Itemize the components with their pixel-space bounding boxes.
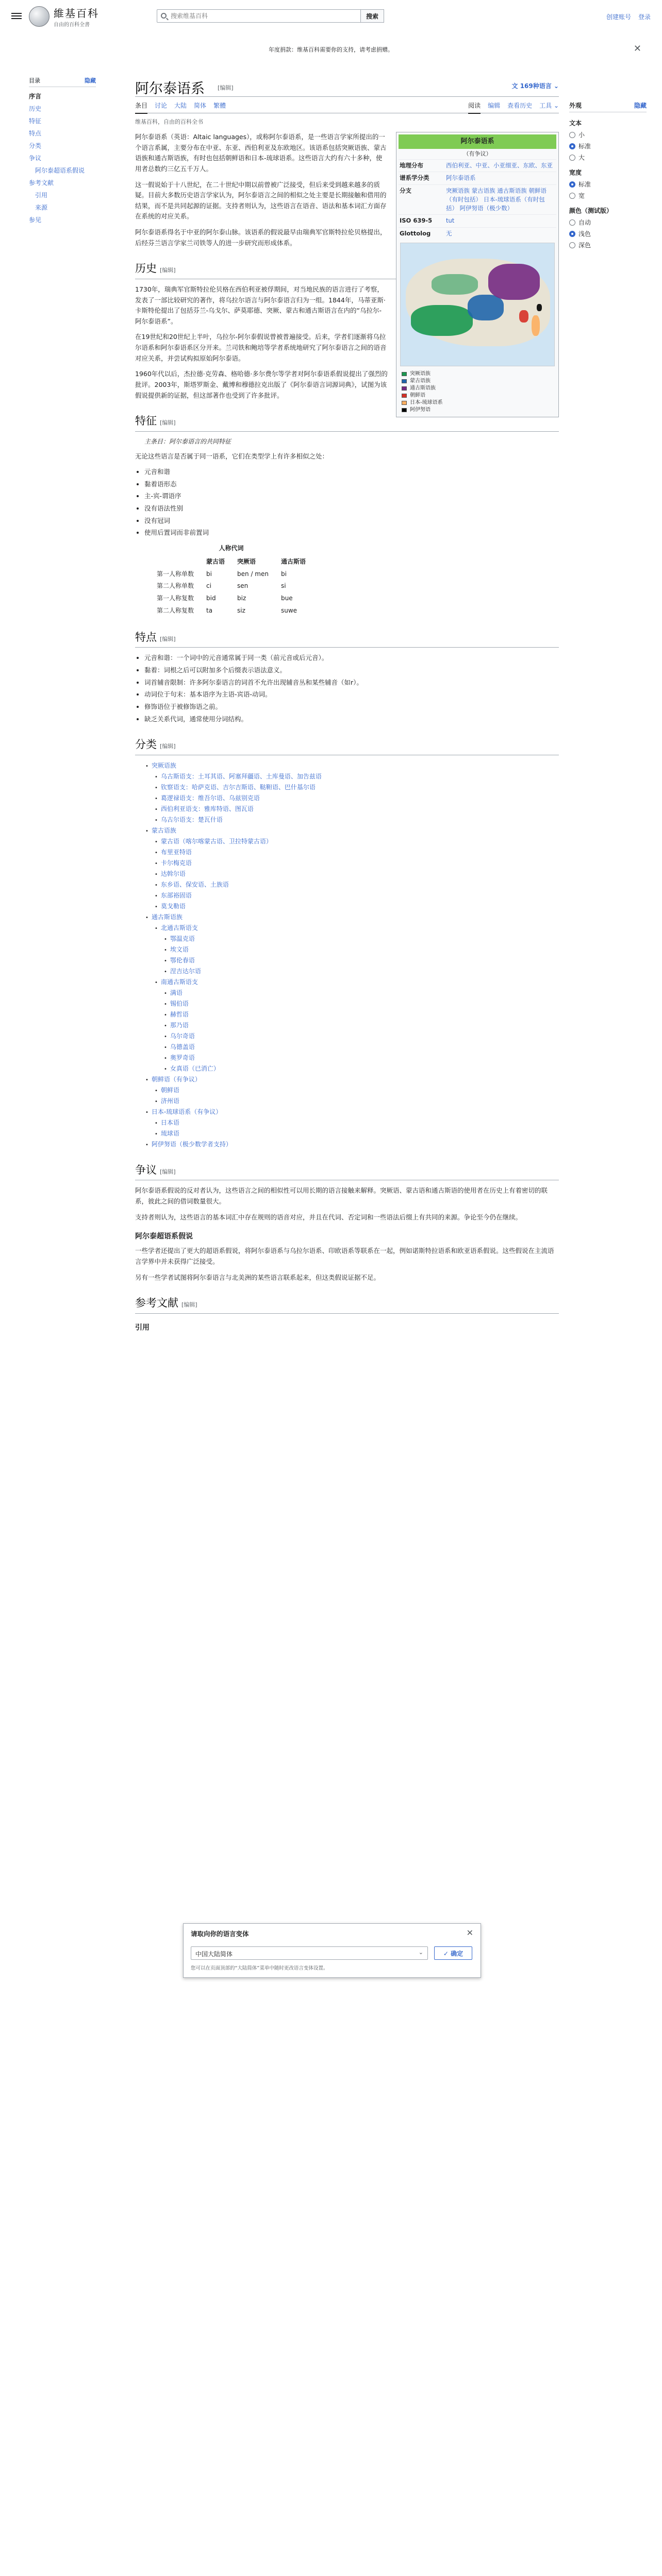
history-paragraph-2: 在19世纪和20世纪上半叶，乌拉尔-阿尔泰假说曾被普遍接受。后来，学者们逐渐将乌拉尔语系和阿尔泰语系区分开来。兰司铁和鲍培等学者系统地研究了阿尔泰语言之间的语音对应关系，并尝试构拟原始阿尔泰语。 — [135, 333, 387, 362]
legend-label: 日本-琉球语系 — [410, 399, 443, 405]
radio-button[interactable] — [569, 193, 575, 199]
features-list — [144, 467, 559, 538]
radio-button[interactable] — [569, 219, 575, 226]
infobox-rows — [399, 159, 556, 240]
tree-node[interactable]: • 鄂伦春语 — [140, 955, 559, 966]
table-header — [151, 556, 200, 568]
appearance-hide-button[interactable]: 隐藏 — [634, 102, 647, 109]
features-intro: 无论这些语言是否属于同一语系，它们在类型学上有许多相似之处： — [135, 452, 329, 460]
tree-node[interactable]: • 莫戈勒语 — [140, 901, 559, 912]
color-label: 颜色（测试版） — [569, 207, 613, 214]
table-cell: bue — [281, 595, 293, 602]
table-cell: bi — [206, 570, 212, 578]
edit-section-link[interactable]: [编辑] — [160, 419, 176, 427]
subsection-macro-family — [135, 1231, 559, 1243]
site-logo[interactable] — [29, 5, 99, 28]
section-traits-title: 特点 — [135, 631, 157, 643]
legend-swatch — [402, 401, 407, 405]
intro-paragraph-1: 阿尔泰语系（英语：Altaic languages），或称阿尔泰语系，是一些语言学家所提出的一个语言系属，主要分布在中亚、东亚、西伯利亚及东欧地区。该语系包括突厥语族、蒙古语族和通古斯语族，有时也包括朝鲜语和日本-琉球语系。这些语言大约有六十多种，使用者总数约三亿五千万人。 — [135, 133, 387, 173]
edit-section-link[interactable]: [编辑] — [160, 743, 176, 750]
table-header: 通古斯语 — [281, 557, 306, 565]
tree-node[interactable]: • 布里亚特语 — [140, 847, 559, 858]
radio-label: 标准 — [578, 143, 591, 150]
table-cell: 第一人称单数 — [157, 570, 194, 578]
logo-subtitle: 自由的百科全書 — [54, 22, 90, 28]
list-item: • 主-宾-谓语序 — [144, 491, 559, 502]
pronoun-table-caption: 人称代词 — [219, 544, 244, 552]
infobox-value[interactable]: 突厥语族 蒙古语族 通古斯语族 朝鲜语（有时包括） 日本-琉球语系（有时包括） 阿伊努语（极少数） — [446, 187, 547, 212]
wikipedia-globe-icon — [29, 6, 49, 27]
table-row — [151, 592, 312, 605]
radio-label: 浅色 — [578, 230, 591, 238]
width-options — [569, 180, 647, 200]
infobox-label: Glottolog — [400, 229, 431, 237]
tree-node[interactable]: • 日本语 — [140, 1117, 559, 1128]
table-cell: ci — [206, 582, 211, 590]
tree-node[interactable]: • 突厥语族 — [140, 760, 559, 771]
title-row — [135, 76, 559, 97]
section-traits — [135, 629, 559, 648]
section-features-title: 特征 — [135, 415, 157, 428]
tree-node[interactable]: • 东乡语、保安语、土族语 — [140, 879, 559, 890]
search-input[interactable] — [157, 9, 361, 23]
tree-node[interactable]: • 那乃语 — [140, 1020, 559, 1031]
tree-node[interactable]: • 乌德盖语 — [140, 1042, 559, 1053]
section-references-title: 参考文献 — [135, 1297, 178, 1310]
list-item: • 动词位于句末：基本语序为主语-宾语-动词。 — [144, 689, 559, 700]
edit-section-link[interactable]: [编辑] — [160, 1168, 176, 1175]
tree-node[interactable]: • 赫哲语 — [140, 1009, 559, 1020]
toc-item[interactable]: 序言 — [29, 93, 42, 100]
dialog-title: 请取向你的语言变体 — [191, 1930, 249, 1938]
toc-item[interactable]: 引用 — [35, 192, 48, 199]
table-cell: suwe — [281, 606, 297, 614]
create-account-link[interactable]: 创建账号 — [606, 13, 631, 21]
list-item: • 缺乏关系代词，通常使用分词结构。 — [144, 714, 559, 725]
infobox-label: 谱系学分类 — [400, 174, 429, 182]
radio-label: 小 — [578, 131, 585, 139]
radio-option[interactable] — [569, 241, 647, 249]
tree-node[interactable]: • 埃文语 — [140, 944, 559, 955]
legend-entry — [402, 392, 553, 399]
tree-node[interactable]: • 达斡尔语 — [140, 869, 559, 879]
table-cell: ta — [206, 606, 213, 614]
classification-tree — [140, 760, 559, 1150]
section-controversy — [135, 1161, 559, 1181]
tree-node[interactable]: • 锡伯语 — [140, 998, 559, 1009]
color-options — [569, 218, 647, 249]
tree-node[interactable]: • 琉球语 — [140, 1128, 559, 1139]
tree-node[interactable]: • 卡尔梅克语 — [140, 858, 559, 869]
legend-label: 蒙古语族 — [410, 378, 431, 384]
table-cell: 第二人称单数 — [157, 582, 194, 590]
table-cell: 第二人称复数 — [157, 606, 194, 614]
tree-node[interactable]: • 日本-琉球语系（有争议） — [140, 1107, 559, 1117]
table-row — [151, 605, 312, 617]
legend-swatch — [402, 408, 407, 412]
legend-swatch — [402, 372, 407, 376]
radio-option[interactable] — [569, 130, 647, 139]
toc-header — [29, 76, 96, 87]
pronoun-table — [151, 544, 312, 617]
intro-paragraph-2: 这一假说始于十八世纪，在二十世纪中期以前曾被广泛接受，但后来受到越来越多的质疑。目前大多数历史语言学家认为，阿尔泰语言之间的相似之处主要是长期接触和借用的结果，而不是共同起源的证据。支持者则认为，这些语言在语音、语法和基本词汇方面存在系统的对应关系。 — [135, 180, 387, 221]
radio-option[interactable] — [569, 142, 647, 150]
tab-variant-simplified[interactable]: 简体 — [194, 102, 207, 109]
legend-label: 朝鲜语 — [410, 392, 425, 398]
hatnote: 主条目：阿尔泰语言的共同特征 — [144, 437, 231, 445]
tree-node[interactable]: • 通古斯语族 — [140, 912, 559, 923]
tree-node[interactable]: • 东部裕固语 — [140, 890, 559, 901]
close-icon[interactable]: ✕ — [633, 43, 641, 54]
section-classification-title: 分类 — [135, 738, 157, 751]
legend-swatch — [402, 386, 407, 391]
table-cell: ben / men — [237, 570, 269, 578]
tree-node[interactable]: • 满语 — [140, 988, 559, 998]
page-title: 阿尔泰语系 — [135, 81, 205, 96]
subsection-citations — [135, 1322, 559, 1334]
table-row — [151, 568, 312, 581]
infobox-row — [399, 184, 556, 215]
tree-node[interactable]: • 涅吉达尔语 — [140, 966, 559, 977]
toc-hide-button[interactable]: 隐藏 — [85, 77, 96, 84]
history-paragraph-3: 1960年代以后，杰拉德·克劳森、格哈德·多尔费尔等学者对阿尔泰语系假说提出了强烈的批评。2003年，斯塔罗斯金、戴博和穆德拉克出版了《阿尔泰语言词源词典》，试图为该假说提供新的证据，但这部著作也受到了许多批评。 — [135, 370, 388, 399]
user-links — [606, 12, 651, 21]
list-item: • 元音和谐：一个词中的元音通常属于同一类（前元音或后元音）。 — [144, 653, 559, 664]
section-classification — [135, 736, 559, 755]
main-menu-icon[interactable] — [11, 11, 22, 20]
infobox-value[interactable]: 无 — [446, 229, 452, 237]
toc-item[interactable]: 争议 — [29, 155, 42, 162]
tree-node[interactable]: • 女真语（已消亡） — [140, 1063, 559, 1074]
legend-label: 通古斯语族 — [410, 385, 436, 391]
search-button[interactable]: 搜索 — [361, 9, 384, 23]
toc-item[interactable]: 参见 — [29, 216, 42, 224]
history-paragraph-1: 1730年，瑞典军官斯特拉伦贝格在西伯利亚被俘期间，对当地民族的语言进行了考察，发表了一部比较研究的著作，将乌拉尔语言与阿尔泰语言归为一组。1844年，马蒂亚斯·卡斯特伦提出了包括芬兰-乌戈尔、萨莫耶德、突厥、蒙古和通古斯语言在内的“乌拉尔-阿尔泰语系”。 — [135, 285, 386, 325]
tree-node[interactable]: • 钦察语支：哈萨克语、吉尔吉斯语、鞑靼语、巴什基尔语 — [140, 782, 559, 793]
radio-label: 自动 — [578, 219, 591, 226]
table-header: 蒙古语 — [206, 557, 225, 565]
macro-paragraph-2: 另有一些学者试图将阿尔泰语言与北美洲的某些语言联系起来，但这类假说证据不足。 — [135, 1273, 380, 1281]
search-form — [157, 9, 384, 23]
legend-label: 阿伊努语 — [410, 406, 431, 413]
list-item: • 词首辅音限制：许多阿尔泰语言的词首不允许出现辅音丛和某些辅音（如r）。 — [144, 677, 559, 688]
site-header — [0, 0, 662, 31]
intro-paragraph-3: 阿尔泰语系得名于中亚的阿尔泰山脉。该语系的假说最早由瑞典军官斯特拉伦贝格提出，后经芬兰语言学家兰司铁等人的进一步研究而形成体系。 — [135, 228, 387, 247]
infobox-row — [399, 159, 556, 172]
infobox-row — [399, 214, 556, 227]
table-cell: bid — [206, 595, 216, 602]
radio-label: 标准 — [578, 181, 591, 188]
main-content — [135, 76, 559, 1337]
dialog-note: 您可以在页面顶部的“大陆简体”菜单中随时更改语言变体设置。 — [191, 1965, 328, 1971]
edit-section-link[interactable]: [编辑] — [160, 635, 176, 642]
radio-button[interactable] — [569, 143, 575, 149]
tab-article[interactable]: 条目 — [135, 101, 147, 114]
appearance-header — [569, 101, 647, 112]
tree-node[interactable]: • 奥罗奇语 — [140, 1053, 559, 1063]
variant-select[interactable] — [191, 1946, 428, 1960]
text-size-options — [569, 130, 647, 162]
radio-label: 深色 — [578, 242, 591, 249]
tree-node[interactable]: • 阿伊努语（极少数学者支持） — [140, 1139, 559, 1150]
tab-read[interactable]: 阅读 — [468, 101, 481, 114]
toc-item[interactable]: 来源 — [35, 204, 48, 211]
tree-node[interactable]: • 济州语 — [140, 1096, 559, 1107]
map-legend — [399, 369, 556, 415]
variant-dialog — [183, 1923, 481, 1978]
table-cell: bi — [281, 570, 287, 578]
radio-button[interactable] — [569, 242, 575, 248]
table-cell: biz — [237, 595, 246, 602]
table-cell: 第一人称复数 — [157, 595, 194, 602]
toc-title: 目录 — [29, 77, 40, 84]
infobox-value[interactable]: 阿尔泰语系 — [446, 174, 476, 182]
tree-node[interactable]: • 南通古斯语支 — [140, 977, 559, 988]
section-controversy-title: 争议 — [135, 1163, 157, 1176]
tab-talk[interactable]: 讨论 — [155, 102, 168, 109]
legend-entry — [402, 385, 553, 392]
radio-option[interactable] — [569, 229, 647, 238]
subsection-macro-title: 阿尔泰超语系假说 — [135, 1232, 193, 1241]
edit-section-link[interactable]: [编辑] — [181, 1301, 197, 1309]
tree-node[interactable]: • 蒙古语（喀尔喀蒙古语、卫拉特蒙古语） — [140, 836, 559, 847]
legend-entry — [402, 370, 553, 378]
confirm-button[interactable]: ✓ 确定 — [434, 1946, 472, 1960]
macro-paragraph-1: 一些学者还提出了更大的超语系假说，将阿尔泰语系与乌拉尔语系、印欧语系等联系在一起，例如诺斯特拉语系和欧亚语系假说。这些假说在主流语言学界中并未获得广泛接受。 — [135, 1247, 554, 1265]
table-row — [151, 580, 312, 592]
legend-swatch — [402, 394, 407, 398]
toc-item[interactable]: 分类 — [29, 142, 42, 149]
legend-swatch — [402, 379, 407, 383]
text-size-label: 文本 — [569, 120, 582, 127]
list-item: • 元音和谐 — [144, 467, 559, 478]
toc-item[interactable]: 参考文献 — [29, 179, 54, 187]
site-notice — [0, 45, 662, 54]
width-label: 宽度 — [569, 169, 582, 176]
table-of-contents — [29, 76, 96, 226]
toc-item[interactable]: 特征 — [29, 117, 42, 125]
infobox-value[interactable]: tut — [446, 217, 455, 225]
appearance-title: 外观 — [569, 102, 582, 109]
legend-label: 突厥语族 — [410, 370, 431, 377]
site-notice-text: 年度捐款：维基百科需要你的支持，请考虑捐赠。 — [269, 46, 393, 53]
legend-entry — [402, 378, 553, 385]
login-link[interactable]: 登录 — [638, 13, 651, 21]
infobox — [396, 132, 559, 417]
tree-node[interactable]: • 鄂温克语 — [140, 934, 559, 944]
close-icon[interactable]: ✕ — [466, 1928, 473, 1938]
toc-item[interactable]: 阿尔泰超语系假说 — [35, 167, 85, 174]
radio-label: 大 — [578, 154, 585, 161]
toc-list — [29, 90, 96, 226]
list-item: • 没有语法性别 — [144, 503, 559, 514]
tab-variant-mainland[interactable]: 大陆 — [174, 102, 187, 109]
list-item: • 黏着语形态 — [144, 479, 559, 490]
infobox-value[interactable]: 西伯利亚、中亚、小亚细亚、东欧、东亚 — [446, 162, 553, 169]
table-cell: sen — [237, 582, 249, 590]
radio-option[interactable] — [569, 218, 647, 227]
tab-edit[interactable]: 编辑 — [488, 102, 501, 109]
legend-entry — [402, 399, 553, 406]
tree-node[interactable]: • 乌尔奇语 — [140, 1031, 559, 1042]
traits-list — [144, 653, 559, 724]
controversy-paragraph-1: 阿尔泰语系假说的反对者认为，这些语言之间的相似性可以用长期的语言接触来解释。突厥语、蒙古语和通古斯语的使用者在历史上有着密切的联系，彼此之间的借词数量很大。 — [135, 1187, 548, 1206]
infobox-subtitle: （有争议） — [463, 150, 492, 157]
radio-label: 宽 — [578, 192, 585, 199]
language-button[interactable]: 文 169种语言 ⌄ — [511, 82, 559, 90]
infobox-label: ISO 639-5 — [400, 217, 433, 225]
radio-button[interactable] — [569, 155, 575, 161]
list-item: • 没有冠词 — [144, 516, 559, 527]
infobox-row — [399, 172, 556, 184]
article-body — [135, 132, 559, 1334]
radio-button[interactable] — [569, 181, 575, 188]
tab-variant-traditional[interactable]: 繁體 — [213, 102, 226, 109]
list-item: • 黏着：词根之后可以附加多个后缀表示语法意义。 — [144, 665, 559, 676]
controversy-paragraph-2: 支持者则认为，这些语言的基本词汇中存在规则的语音对应，并且在代词、否定词和一些语法后缀上有共同的来源。争论至今仍在继续。 — [135, 1213, 522, 1221]
tree-node[interactable]: • 朝鲜语（有争议） — [140, 1074, 559, 1085]
page-tabs — [135, 97, 559, 113]
list-item: • 修饰语位于被修饰语之前。 — [144, 702, 559, 713]
tree-node[interactable]: • 乌古斯语支：土耳其语、阿塞拜疆语、土库曼语、加告兹语 — [140, 771, 559, 782]
chevron-down-icon: ⌄ — [418, 1949, 423, 1956]
toc-item[interactable]: 历史 — [29, 105, 42, 112]
section-references — [135, 1294, 559, 1314]
infobox-label: 分支 — [400, 187, 411, 194]
infobox-row — [399, 227, 556, 240]
tree-node[interactable]: • 西伯利亚语支：雅库特语、图瓦语 — [140, 804, 559, 815]
tab-history[interactable]: 查看历史 — [507, 102, 533, 109]
subsection-citations-title: 引用 — [135, 1323, 150, 1332]
toc-item[interactable]: 特点 — [29, 130, 42, 137]
radio-button[interactable] — [569, 132, 575, 138]
tree-node[interactable]: • 乌古尔语支：楚瓦什语 — [140, 815, 559, 825]
radio-option[interactable] — [569, 191, 647, 200]
tagline: 维基百科，自由的百科全书 — [135, 118, 203, 125]
edit-section-link[interactable]: [编辑] — [160, 267, 176, 274]
search-icon — [161, 13, 167, 19]
tree-node[interactable]: • 北通古斯语支 — [140, 923, 559, 934]
appearance-panel — [569, 101, 647, 252]
legend-entry — [402, 406, 553, 414]
radio-option[interactable] — [569, 153, 647, 162]
radio-button[interactable] — [569, 231, 575, 237]
tools-menu[interactable]: 工具 ⌄ — [539, 102, 559, 109]
distribution-map[interactable] — [400, 243, 555, 366]
logo-title: 維基百科 — [54, 7, 99, 20]
section-history-title: 历史 — [135, 262, 157, 275]
radio-option[interactable] — [569, 180, 647, 189]
tree-node[interactable]: • 蒙古语族 — [140, 825, 559, 836]
table-header: 突厥语 — [237, 557, 256, 565]
tree-node[interactable]: • 朝鲜语 — [140, 1085, 559, 1096]
variant-select-value: 中国大陆简体 — [195, 1951, 233, 1958]
list-item: • 使用后置词而非前置词 — [144, 528, 559, 538]
table-cell: si — [281, 582, 286, 590]
infobox-title: 阿尔泰语系 — [399, 134, 556, 149]
infobox-label: 地理分布 — [400, 162, 423, 169]
tree-node[interactable]: • 葛逻禄语支：维吾尔语、乌兹别克语 — [140, 793, 559, 804]
table-cell: siz — [237, 606, 245, 614]
title-edit-link[interactable]: [编辑] — [218, 84, 234, 91]
